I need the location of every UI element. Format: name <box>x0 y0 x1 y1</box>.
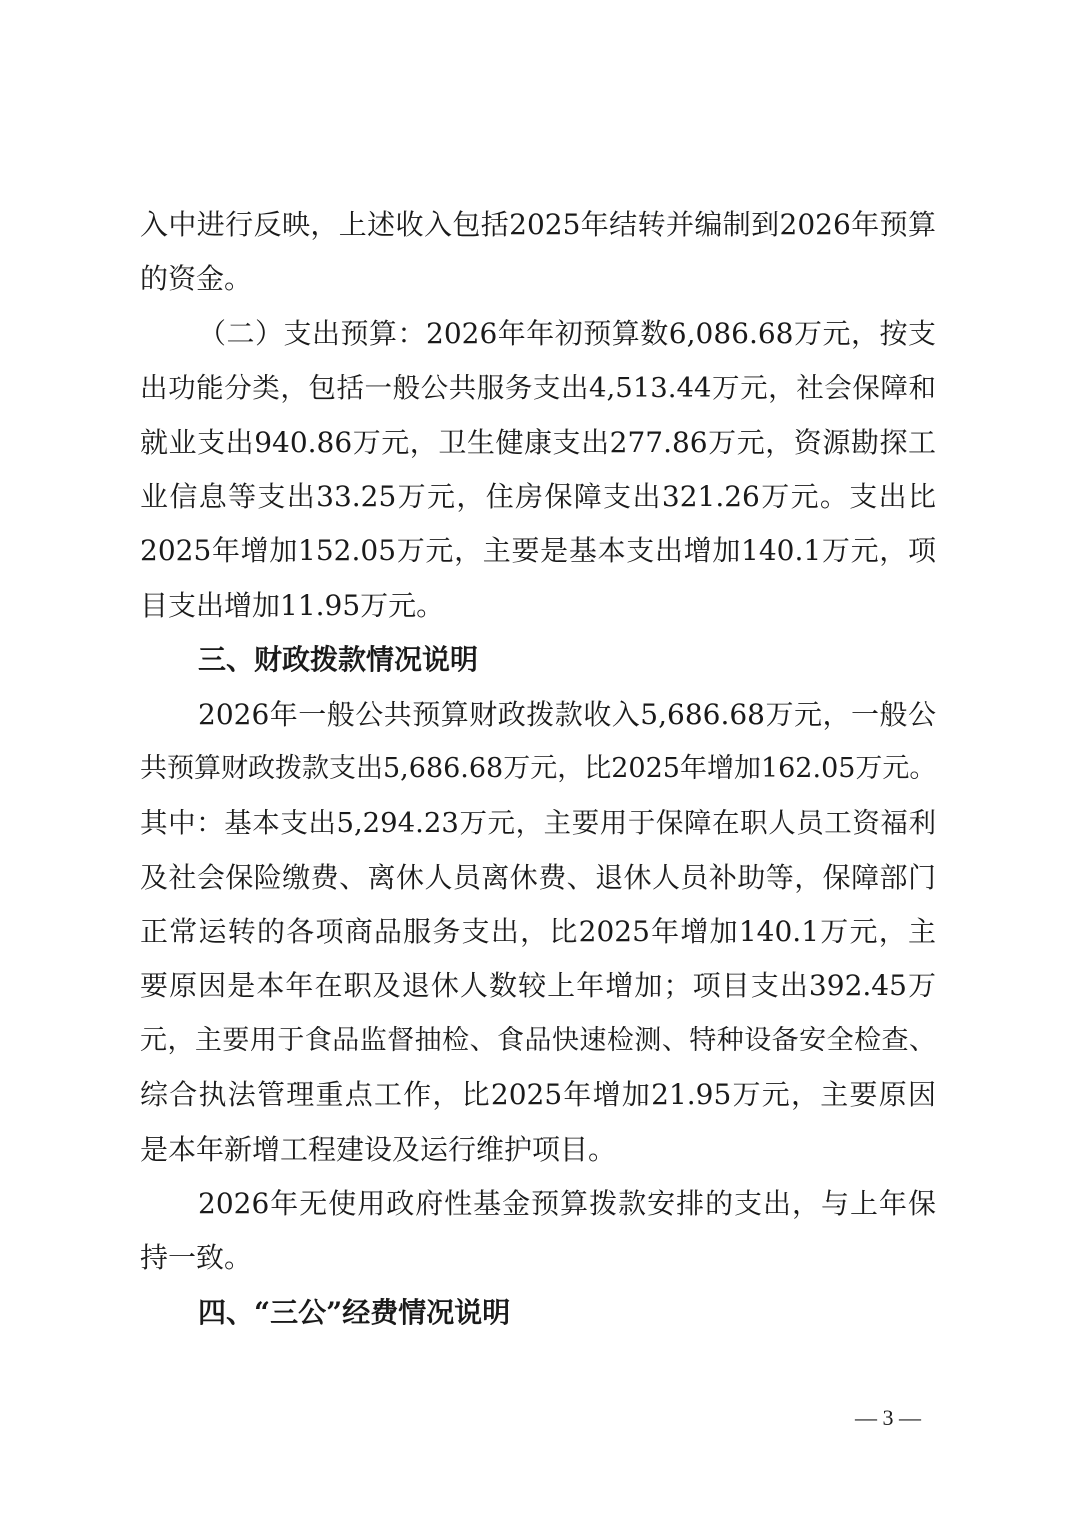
body-line: 就业支出940.86万元，卫生健康支出277.86万元，资源勘探工 <box>140 425 936 459</box>
body-line: 出功能分类，包括一般公共服务支出4,513.44万元，社会保障和 <box>140 372 936 405</box>
body-line: 元，主要用于食品监督抽检、食品快速检测、特种设备安全检查、 <box>140 1024 936 1056</box>
body-line: 2026年无使用政府性基金预算拨款安排的支出，与上年保 <box>198 1187 936 1221</box>
body-line: 要原因是本年在职及退休人数较上年增加；项目支出392.45万 <box>140 969 936 1003</box>
body-line: 2026年一般公共预算财政拨款收入5,686.68万元，一般公 <box>198 697 936 731</box>
body-line: 是本年新增工程建设及运行维护项目。 <box>140 1132 617 1166</box>
body-line: 目支出增加11.95万元。 <box>140 588 445 622</box>
body-line: 入中进行反映，上述收入包括2025年结转并编制到2026年预算 <box>140 208 936 241</box>
document-body <box>140 198 936 1340</box>
body-line: 持一致。 <box>140 1241 253 1275</box>
body-line: 共预算财政拨款支出5,686.68万元，比2025年增加162.05万元。 <box>140 752 937 784</box>
body-line: 的资金。 <box>140 262 253 296</box>
section-heading: 三、财政拨款情况说明 <box>198 643 479 677</box>
body-line: 2025年增加152.05万元，主要是基本支出增加140.1万元，项 <box>140 534 936 568</box>
page-number: — 3 — <box>855 1405 921 1430</box>
section-heading: 四、“三公”经费情况说明 <box>198 1295 511 1329</box>
body-line: 其中：基本支出5,294.23万元，主要用于保障在职人员工资福利 <box>140 807 936 840</box>
body-line: 及社会保险缴费、离休人员离休费、退休人员补助等，保障部门 <box>140 860 936 894</box>
body-line: 综合执法管理重点工作，比2025年增加21.95万元，主要原因 <box>140 1078 936 1112</box>
body-line: 业信息等支出33.25万元，住房保障支出321.26万元。支出比 <box>140 479 936 513</box>
body-line: （二）支出预算：2026年年初预算数6,086.68万元，按支 <box>198 316 936 350</box>
body-line: 正常运转的各项商品服务支出，比2025年增加140.1万元，主 <box>140 915 936 949</box>
